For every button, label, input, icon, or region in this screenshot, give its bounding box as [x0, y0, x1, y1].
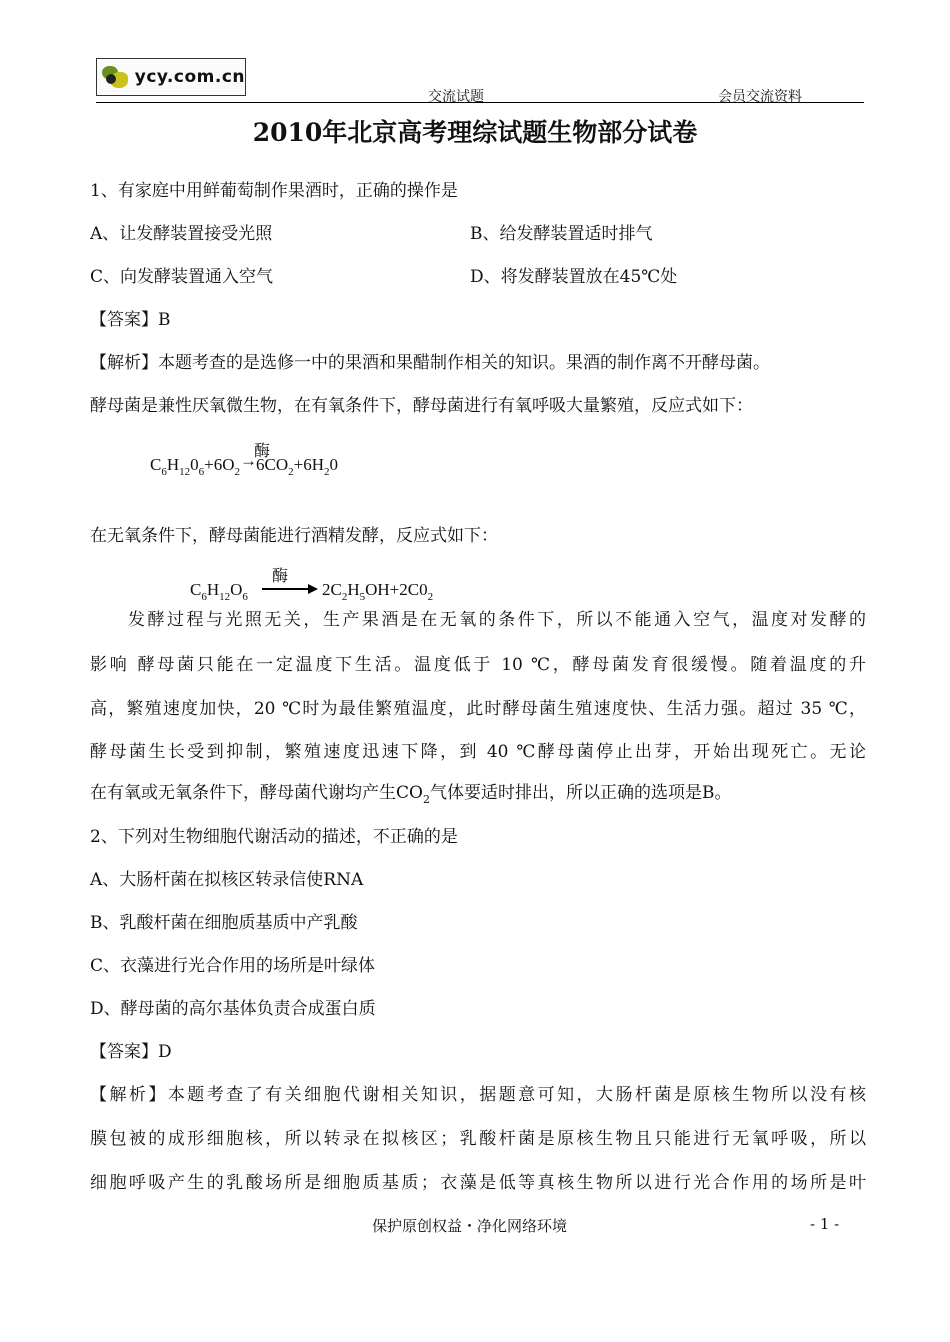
para-line-3: 高，繁殖速度加快，20 ℃时为最佳繁殖温度，此时酵母菌生殖速度快、生活力强。超过 35 ℃， [90, 699, 866, 719]
footer-slogan: 保护原创权益・净化网络环境 [372, 1217, 568, 1235]
q2-analysis-line-2: 膜包被的成形细胞核，所以转录在拟核区；乳酸杆菌是原核生物且只能进行无氧呼吸，所以 [90, 1129, 866, 1149]
q1-analysis-line-2: 酵母菌是兼性厌氧微生物，在有氧条件下，酵母菌进行有氧呼吸大量繁殖，反应式如下： [90, 396, 753, 416]
q2-option-c: C、衣藻进行光合作用的场所是叶绿体 [90, 956, 376, 976]
header-right-text: 会员交流资料 [718, 89, 802, 105]
anaerobic-intro: 在无氧条件下，酵母菌能进行酒精发酵，反应式如下： [90, 526, 498, 546]
q1-option-a: A、让发酵装置接受光照 [90, 224, 273, 244]
para-line-5: 在有氧或无氧条件下，酵母菌代谢均产生$CO_2$气体要适时排出，所以正确的选项是B。 [90, 783, 732, 806]
reaction-arrow-icon [308, 584, 318, 594]
para-line-2: 影响 酵母菌只能在一定温度下生活。温度低于 10 ℃，酵母菌发育很缓慢。随着温度的升 [90, 655, 866, 675]
q1-stem: 1、有家庭中用鲜葡萄制作果酒时，正确的操作是 [90, 181, 458, 201]
q2-option-d: D、酵母菌的高尔基体负责合成蛋白质 [90, 999, 376, 1019]
logo-text: ycy.com.cn [134, 67, 245, 87]
page-title: 2010年北京高考理综试题生物部分试卷 [252, 118, 698, 147]
header-divider [96, 102, 864, 103]
eq2-enzyme-label: 酶 [272, 566, 289, 585]
reaction-arrow-shaft [262, 588, 310, 590]
page-number: - 1 - [810, 1215, 840, 1233]
q1-option-b: B、给发酵装置适时排气 [470, 224, 653, 244]
q2-stem: 2、下列对生物细胞代谢活动的描述，不正确的是 [90, 827, 458, 847]
q2-answer: 【答案】D [90, 1042, 172, 1062]
q1-option-c: C、向发酵装置通入空气 [90, 267, 274, 287]
q2-option-b: B、乳酸杆菌在细胞质基质中产乳酸 [90, 913, 358, 933]
q2-option-a: A、大肠杆菌在拟核区转录信使RNA [90, 870, 364, 890]
q1-option-d: D、将发酵装置放在45℃处 [470, 267, 678, 287]
bee-logo-icon [100, 62, 129, 92]
header-center-text: 交流试题 [428, 89, 484, 105]
para-line-4: 酵母菌生长受到抑制，繁殖速度迅速下降，到 40 ℃酵母菌停止出芽，开始出现死亡。无论 [90, 742, 866, 762]
q2-analysis-line-3: 细胞呼吸产生的乳酸场所是细胞质基质；衣藻是低等真核生物所以进行光合作用的场所是叶 [90, 1173, 866, 1193]
para-line-1: 发酵过程与光照无关，生产果酒是在无氧的条件下，所以不能通入空气，温度对发酵的 [128, 610, 866, 630]
q2-analysis-line-1: 【解析】本题考查了有关细胞代谢相关知识，据题意可知，大肠杆菌是原核生物所以没有核 [90, 1085, 866, 1105]
q1-answer: 【答案】B [90, 310, 171, 330]
fermentation-equation-reactant: $C_6H_{12}O_6$ [190, 580, 248, 603]
eq1-enzyme-label: 酶 [254, 441, 271, 460]
fermentation-equation-product: $2C_2H_5OH+2C0_2$ [322, 580, 434, 603]
q1-analysis-line-1: 【解析】本题考查的是选修一中的果酒和果醋制作相关的知识。果酒的制作离不开酵母菌。 [90, 353, 770, 373]
aerobic-equation: $C_6H_{12}0_6+6O_2\to 6CO_2+6H_20$ [150, 451, 338, 478]
site-logo [96, 58, 246, 96]
